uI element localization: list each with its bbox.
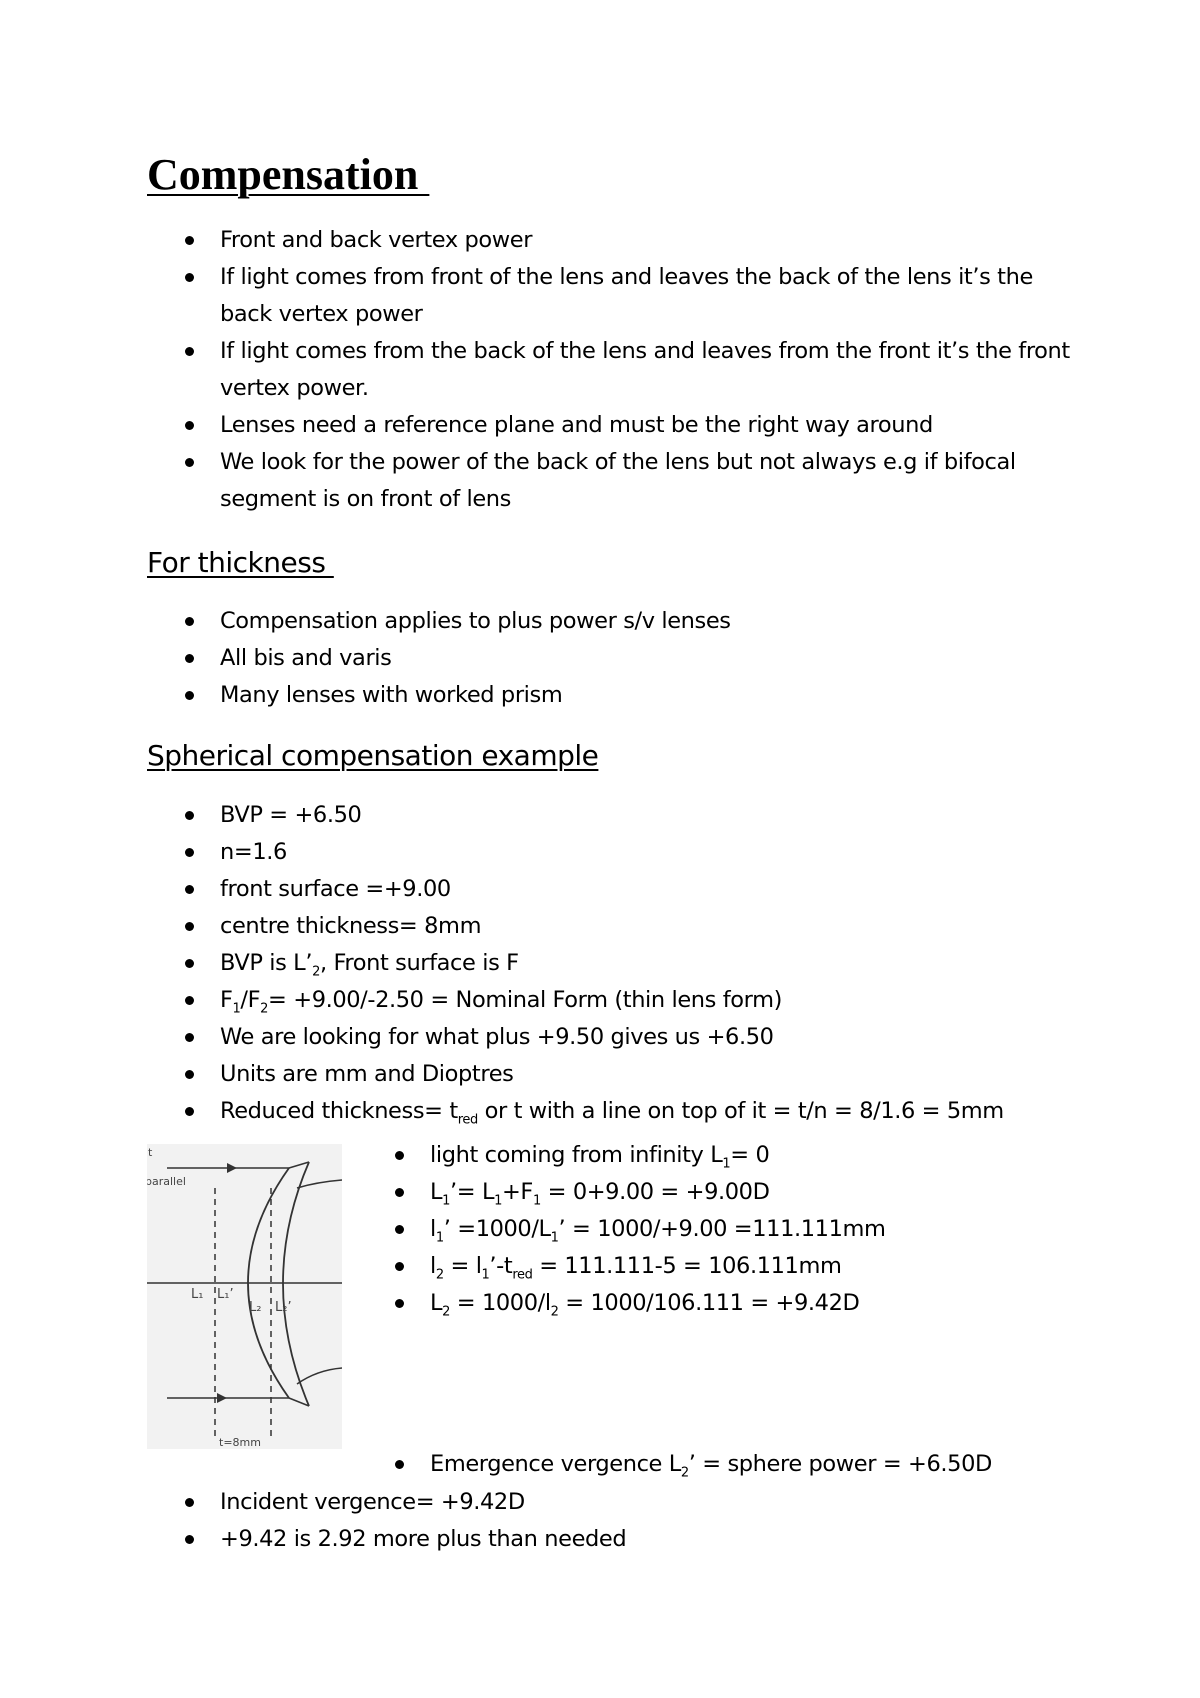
text: l: [430, 1216, 436, 1242]
list-item: BVP = +6.50: [147, 797, 1077, 834]
page-title: Compensation: [147, 150, 430, 199]
list-item: Front and back vertex power: [147, 222, 1077, 259]
diagram-label: L₂: [249, 1300, 262, 1315]
subscript: 2: [680, 1465, 689, 1481]
text: /F: [240, 987, 261, 1013]
list-item: If light comes from the back of the lens and leaves from the front it’s the front vertex power.: [147, 333, 1077, 407]
list-item: Lenses need a reference plane and must be the right way around: [147, 407, 1077, 444]
text: L: [430, 1290, 443, 1316]
list-item: We are looking for what plus +9.50 gives us +6.50: [147, 1019, 1077, 1056]
list-item: [390, 1285, 1090, 1322]
subscript: 1: [435, 1230, 444, 1246]
text: +F: [501, 1179, 533, 1205]
list-item: centre thickness= 8mm: [147, 908, 1077, 945]
text: or t with a line on top of it = t/n = 8/1.6 = 5mm: [477, 1098, 1004, 1124]
vertex-power-list: [147, 222, 1077, 518]
text: , Front surface is F: [319, 950, 519, 976]
subscript: 1: [550, 1230, 559, 1246]
subscript: 2: [312, 964, 320, 980]
subscript: 2: [550, 1304, 559, 1320]
text: ’-t: [489, 1253, 513, 1279]
text: Reduced thickness= t: [220, 1098, 458, 1124]
section-heading-spherical: Spherical compensation example: [147, 739, 599, 772]
list-item: front surface =+9.00: [147, 871, 1077, 908]
text: BVP is L’: [220, 950, 313, 976]
list-item: Many lenses with worked prism: [147, 677, 1077, 714]
list-item: Incident vergence= +9.42D: [147, 1484, 1077, 1521]
list-item: [147, 982, 1077, 1019]
list-item: n=1.6: [147, 834, 1077, 871]
subscript: 2: [442, 1304, 451, 1320]
list-item: We look for the power of the back of the lens but not always e.g if bifocal segment is on front of lens: [147, 444, 1077, 518]
list-item: [147, 945, 1077, 982]
subscript: red: [457, 1112, 478, 1128]
list-item: Units are mm and Dioptres: [147, 1056, 1077, 1093]
section-heading-thickness: For thickness: [147, 546, 334, 579]
list-item: [390, 1211, 1090, 1248]
emergence-list: [390, 1446, 1090, 1483]
text: = 111.111-5 = 106.111mm: [532, 1253, 842, 1279]
text: F: [220, 987, 233, 1013]
diagram-label: L₁: [191, 1287, 204, 1302]
list-item: [147, 1093, 1077, 1130]
subscript: 1: [722, 1156, 731, 1172]
lens-back-surface: [283, 1162, 309, 1406]
text: ’= L: [450, 1179, 495, 1205]
subscript: 1: [494, 1193, 502, 1209]
lens-diagram-svg: [147, 1144, 342, 1449]
text: l: [430, 1253, 436, 1279]
list-item: All bis and varis: [147, 640, 1077, 677]
subscript: 1: [442, 1193, 451, 1209]
list-item: [390, 1248, 1090, 1285]
list-item: [390, 1137, 1090, 1174]
text: ’ = sphere power = +6.50D: [688, 1451, 992, 1477]
list-item: If light comes from front of the lens and leaves the back of the lens it’s the back vertex power: [147, 259, 1077, 333]
text: light coming from infinity L: [430, 1142, 723, 1168]
diagram-label: L₁’: [217, 1287, 234, 1302]
diagram-label: t=8mm: [219, 1436, 261, 1449]
list-item: Compensation applies to plus power s/v lenses: [147, 603, 1077, 640]
refracted-ray-bottom: [297, 1368, 342, 1384]
text: = l: [443, 1253, 482, 1279]
text: = 0+9.00 = +9.00D: [540, 1179, 770, 1205]
diagram-label: parallel: [147, 1175, 186, 1188]
text: ’ = 1000/+9.00 =111.111mm: [558, 1216, 886, 1242]
list-item: [390, 1174, 1090, 1211]
text: = 1000/l: [450, 1290, 551, 1316]
calculation-list: [390, 1137, 1090, 1322]
subscript: 1: [481, 1267, 490, 1283]
text: ’ =1000/L: [443, 1216, 551, 1242]
refracted-ray-top: [297, 1180, 342, 1188]
text: = +9.00/-2.50 = Nominal Form (thin lens form): [268, 987, 782, 1013]
list-item: [390, 1446, 1090, 1483]
arrow-icon: [217, 1393, 227, 1403]
text: Emergence vergence L: [430, 1451, 681, 1477]
diagram-label: L₂’: [275, 1300, 292, 1315]
text: = 0: [730, 1142, 770, 1168]
subscript: 2: [260, 1001, 269, 1017]
list-item: +9.42 is 2.92 more plus than needed: [147, 1521, 1077, 1558]
lens-diagram: [147, 1144, 342, 1449]
diagram-label: t: [148, 1146, 153, 1159]
spherical-example-list: [147, 797, 1077, 1130]
subscript: 1: [532, 1193, 541, 1209]
subscript: 1: [232, 1001, 241, 1017]
text: L: [430, 1179, 443, 1205]
subscript: red: [512, 1267, 533, 1283]
text: = 1000/106.111 = +9.42D: [558, 1290, 860, 1316]
incident-list: [147, 1484, 1077, 1558]
thickness-list: [147, 603, 1077, 714]
arrow-icon: [227, 1163, 237, 1173]
subscript: 2: [435, 1267, 444, 1283]
